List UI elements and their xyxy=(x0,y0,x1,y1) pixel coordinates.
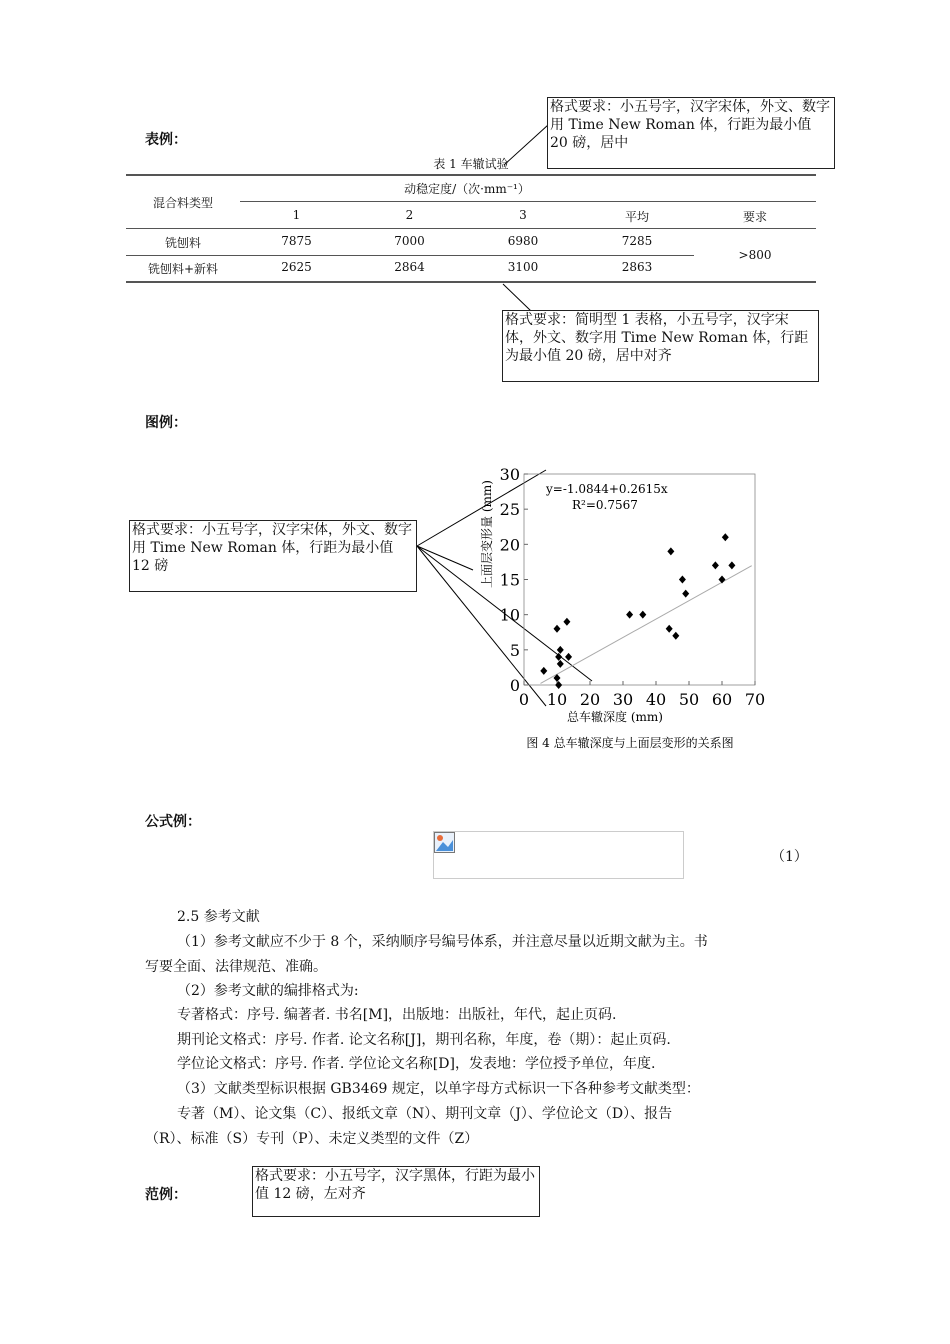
y-tick-label: 5 xyxy=(509,640,520,660)
data-point xyxy=(666,625,673,633)
col-header: 3 xyxy=(519,208,527,222)
table-cell: 2864 xyxy=(394,260,425,274)
table-cell: 2863 xyxy=(621,260,653,274)
table-caption: 表 1 车辙试验 xyxy=(433,157,509,171)
data-point xyxy=(722,533,729,541)
formula-number: （1） xyxy=(771,849,808,865)
data-point xyxy=(682,590,689,598)
references-line: 专著（M）、论文集（C）、报纸文章（N）、期刊文章（J）、学位论文（D）、报告 xyxy=(177,1106,673,1122)
sample-format-note: 格式要求：小五号字，汉字黑体，行距为最小值 12 磅，左对齐 xyxy=(252,1166,540,1217)
table-cell: 6980 xyxy=(507,234,539,248)
col-header: 平均 xyxy=(624,210,649,224)
table-cell: 7285 xyxy=(621,234,653,248)
col-header: 要求 xyxy=(742,210,767,224)
x-tick-label: 30 xyxy=(612,690,634,709)
data-point xyxy=(557,660,564,668)
data-point xyxy=(679,576,686,584)
data-point xyxy=(639,611,646,619)
table-cell: 铣刨料+新料 xyxy=(147,262,219,276)
x-tick-label: 50 xyxy=(678,690,700,709)
table-cell: 7000 xyxy=(394,234,425,248)
y-tick-label: 15 xyxy=(499,570,520,590)
table-cell: 3100 xyxy=(507,260,539,274)
figure-format-note: 格式要求：小五号字，汉字宋体，外文、数字用 Time New Roman 体，行距为最小值 12 磅 xyxy=(129,520,417,592)
y-tick-label: 25 xyxy=(499,500,520,520)
data-point xyxy=(712,561,719,569)
references-line: （3）文献类型标识根据 GB3469 规定，以单字母方式标识一下各种参考文献类型： xyxy=(177,1081,700,1097)
data-point xyxy=(728,561,735,569)
x-axis-label: 总车辙深度 (mm) xyxy=(567,710,663,724)
data-point xyxy=(565,653,572,661)
x-tick-label: 20 xyxy=(579,690,601,709)
col-header: 1 xyxy=(292,208,301,222)
callout-line-table xyxy=(503,284,531,311)
y-axis-label: 上面层变形量 (mm) xyxy=(480,480,494,588)
table-cell: 铣刨料 xyxy=(164,236,201,250)
broken-image-icon xyxy=(434,832,455,853)
x-tick-label: 40 xyxy=(645,690,667,709)
y-tick-label: 0 xyxy=(509,676,520,695)
figure-example-label: 图例： xyxy=(145,415,187,431)
references-line: （1）参考文献应不少于 8 个，采纳顺序号编号体系，并注意尽量以近期文献为主。书 xyxy=(177,934,708,950)
references-line: 写要全面、法律规范、准确。 xyxy=(145,959,327,975)
x-tick-label: 0 xyxy=(518,690,530,709)
data-point xyxy=(626,611,633,619)
requirement-cell: >800 xyxy=(738,248,772,262)
data-point xyxy=(540,667,547,675)
references-line: 专著格式：序号. 编著者. 书名[M]，出版地：出版社，年代，起止页码. xyxy=(177,1007,617,1023)
references-line: （2）参考文献的编排格式为: xyxy=(177,983,359,999)
x-tick-label: 60 xyxy=(711,690,733,709)
regression-equation: y=-1.0844+0.2615x xyxy=(546,482,668,496)
y-tick-label: 10 xyxy=(499,605,520,625)
r-squared-label: R²=0.7567 xyxy=(572,498,638,512)
sample-example-label: 范例： xyxy=(145,1187,187,1203)
col-header-mix-type: 混合料类型 xyxy=(152,196,213,210)
callout-line-ylabel xyxy=(417,546,473,570)
table-format-note: 格式要求：简明型 1 表格，小五号字，汉字宋体，外文、数字用 Time New Roman 体，行距为最小值 20 磅，居中对齐 xyxy=(502,310,819,382)
table-cell: 2625 xyxy=(281,260,312,274)
data-point xyxy=(555,681,562,689)
figure-caption: 图 4 总车辙深度与上面层变形的关系图 xyxy=(526,736,734,750)
trend-line xyxy=(541,566,752,684)
table-cell: 7875 xyxy=(281,234,312,248)
col-header-group: 动稳定度/（次·mm⁻¹） xyxy=(404,182,530,196)
references-section xyxy=(145,905,825,1155)
data-point xyxy=(555,653,562,661)
x-tick-label: 70 xyxy=(744,690,766,709)
data-point xyxy=(672,632,679,640)
references-line: 学位论文格式：序号. 作者. 学位论文名称[D]，发表地：学位授予单位，年度. xyxy=(177,1056,656,1072)
data-point xyxy=(563,618,570,626)
references-line: 期刊论文格式：序号. 作者. 论文名称[J]，期刊名称，年度，卷（期）：起止页码. xyxy=(177,1032,671,1048)
table-example-label: 表例： xyxy=(145,132,187,148)
scatter-chart xyxy=(470,410,790,756)
y-tick-label: 20 xyxy=(499,535,520,555)
data-point xyxy=(557,646,564,654)
data-point xyxy=(554,625,561,633)
data-point xyxy=(667,547,674,555)
formula-image-placeholder xyxy=(433,831,684,879)
references-heading: 2.5 参考文献 xyxy=(177,909,260,925)
x-tick-label: 10 xyxy=(546,690,568,709)
data-point xyxy=(719,576,726,584)
table-caption-format-note: 格式要求：小五号字，汉字宋体，外文、数字用 Time New Roman 体，行距为最小值 20 磅，居中 xyxy=(547,97,835,169)
formula-example-label: 公式例： xyxy=(145,814,201,830)
references-line: （R）、标准（S）专刊（P）、未定义类型的文件（Z） xyxy=(145,1131,479,1147)
col-header: 2 xyxy=(405,208,414,222)
y-tick-label: 30 xyxy=(499,465,520,484)
